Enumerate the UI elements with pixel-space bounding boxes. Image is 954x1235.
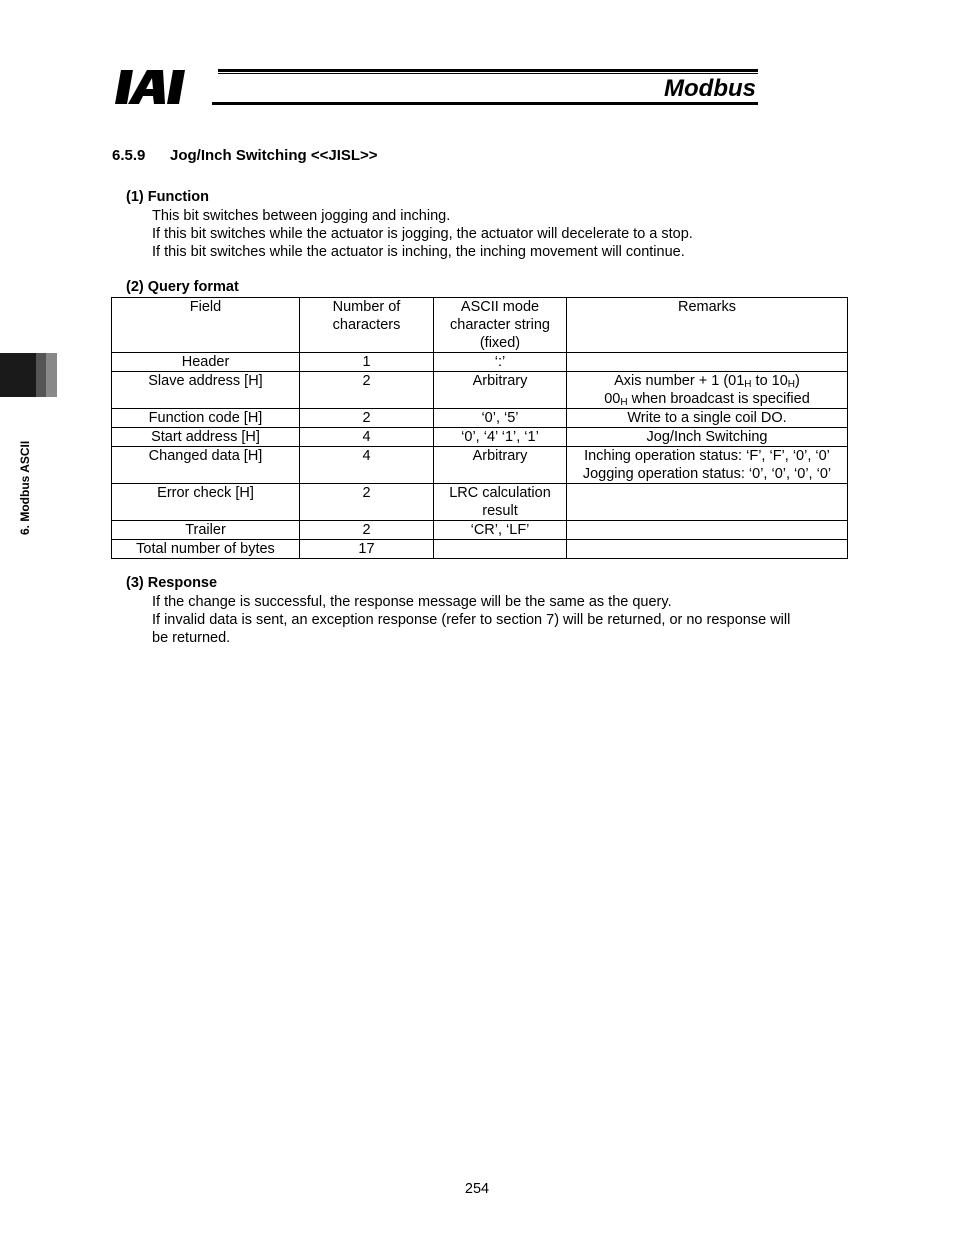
section-number: 6.5.9 (112, 147, 146, 164)
remarks-cell: Inching operation status: ‘F’, ‘F’, ‘0’, ‘0’ Jogging operation status: ‘0’, ‘0’, ‘0’, ‘0’ (567, 447, 848, 484)
table-row: Trailer 2 ‘CR’, ‘LF’ (112, 521, 848, 540)
function-heading: (1) Function (126, 189, 209, 205)
table-row: Error check [H] 2 LRC calculation result (112, 484, 848, 521)
page-number: 254 (464, 1181, 490, 1197)
col-header-remarks: Remarks (567, 298, 848, 353)
table-row: Function code [H] 2 ‘0’, ‘5’ Write to a single coil DO. (112, 409, 848, 428)
col-header-ascii: ASCII mode character string (fixed) (434, 298, 567, 353)
table-row: Start address [H] 4 ‘0’, ‘4’ ‘1’, ‘1’ Jog/Inch Switching (112, 428, 848, 447)
response-line: If invalid data is sent, an exception response (refer to section 7) will be returned, or no response will (152, 612, 791, 628)
query-format-table (111, 297, 848, 559)
function-text (152, 207, 852, 261)
function-line: This bit switches between jogging and inching. (152, 208, 451, 224)
table-row: Changed data [H] 4 Arbitrary Inching operation status: ‘F’, ‘F’, ‘0’, ‘0’ Jogging operation status: ‘0’, ‘0’, ‘0’, ‘0’ (112, 447, 848, 484)
table-row: Total number of bytes 17 (112, 540, 848, 559)
response-line: If the change is successful, the response message will be the same as the query. (152, 594, 672, 610)
function-line: If this bit switches while the actuator is jogging, the actuator will decelerate to a stop. (152, 226, 693, 242)
chapter-tab (0, 353, 57, 397)
query-heading: (2) Query format (126, 279, 239, 295)
col-header-chars: Number of characters (300, 298, 434, 353)
function-line: If this bit switches while the actuator is inching, the inching movement will continue. (152, 244, 685, 260)
remarks-cell: Axis number + 1 ($01_H$ to $10_H$) $00_H$ when broadcast is specified (567, 372, 848, 409)
table-row: Slave address [H] 2 Arbitrary Axis number + 1 ($01_H$ to $10_H$) $00_H$ when broadcast is specified (112, 372, 848, 409)
table-row: Header 1 ‘:’ (112, 353, 848, 372)
iai-logo (113, 64, 213, 110)
chapter-label: 6. Modbus ASCII (18, 440, 32, 535)
col-header-field: Field (112, 298, 300, 353)
response-heading: (3) Response (126, 575, 218, 591)
header-brand: Modbus (664, 75, 756, 102)
header-rule-top (218, 69, 758, 72)
response-text (152, 593, 852, 647)
section-heading: Jog/Inch Switching <<JISL>> (170, 147, 378, 164)
section-title (112, 147, 378, 164)
table-header-row (112, 298, 848, 353)
response-line: be returned. (152, 630, 231, 646)
header-rule-top-thin (218, 73, 758, 74)
